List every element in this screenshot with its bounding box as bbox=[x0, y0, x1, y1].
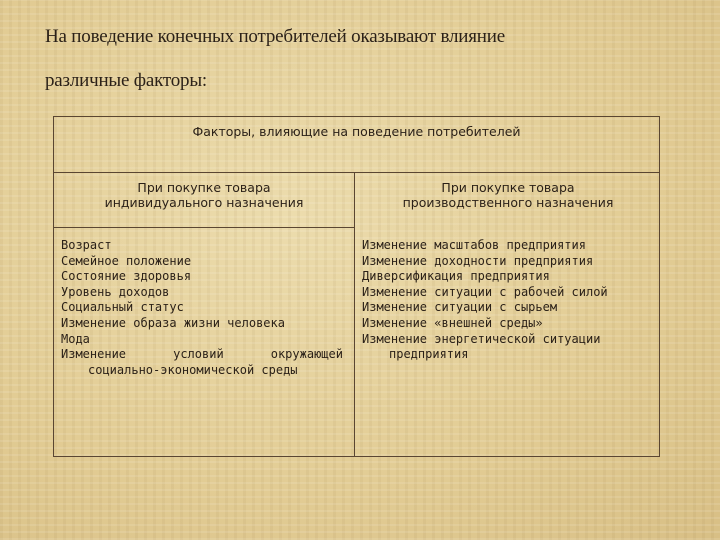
right-column-title bbox=[355, 180, 661, 210]
list-item: Уровень доходов bbox=[61, 284, 170, 299]
list-item: Мода bbox=[61, 331, 90, 346]
list-item-word: условий bbox=[173, 347, 224, 362]
left-title-line-1: При покупке товара bbox=[137, 180, 271, 195]
right-title-line-1: При покупке товара bbox=[441, 180, 575, 195]
list-item: Социальный статус bbox=[61, 300, 184, 315]
list-item: Диверсификация предприятия bbox=[362, 269, 550, 284]
list-item: Изменение масштабов предприятия bbox=[362, 238, 586, 252]
intro-line-1: На поведение конечных потребителей оказывают влияние bbox=[45, 26, 505, 47]
left-title-line-2: индивидуального назначения bbox=[104, 195, 304, 210]
production-factors-list bbox=[362, 238, 654, 363]
left-column-title bbox=[54, 180, 354, 210]
right-title-line-2: производственного назначения bbox=[402, 195, 614, 210]
list-item: Изменение ситуации с сырьем bbox=[362, 300, 558, 315]
individual-factors-list bbox=[61, 238, 343, 378]
column-divider bbox=[354, 173, 355, 456]
list-item: Семейное положение bbox=[61, 253, 192, 268]
list-item: Изменение ситуации с рабочей силой bbox=[362, 284, 608, 299]
list-item-continuation: социально-экономической среды bbox=[88, 362, 298, 377]
list-item: Возраст bbox=[61, 238, 112, 252]
left-subheader-divider bbox=[54, 227, 354, 228]
list-item: Изменение энергетической ситуации bbox=[362, 331, 601, 346]
list-item-word: окружающей bbox=[270, 347, 343, 362]
list-item: Изменение образа жизни человека bbox=[61, 315, 285, 330]
factors-table bbox=[53, 116, 660, 457]
list-item: Состояние здоровья bbox=[61, 269, 192, 284]
list-item-word: Изменение bbox=[61, 347, 127, 362]
intro-line-2: различные факторы: bbox=[45, 70, 207, 91]
list-item bbox=[61, 347, 343, 363]
list-item: Изменение «внешней среды» bbox=[362, 315, 543, 330]
list-item-continuation: предприятия bbox=[389, 347, 469, 362]
table-header: Факторы, влияющие на поведение потребителей bbox=[54, 117, 659, 173]
list-item: Изменение доходности предприятия bbox=[362, 253, 594, 268]
